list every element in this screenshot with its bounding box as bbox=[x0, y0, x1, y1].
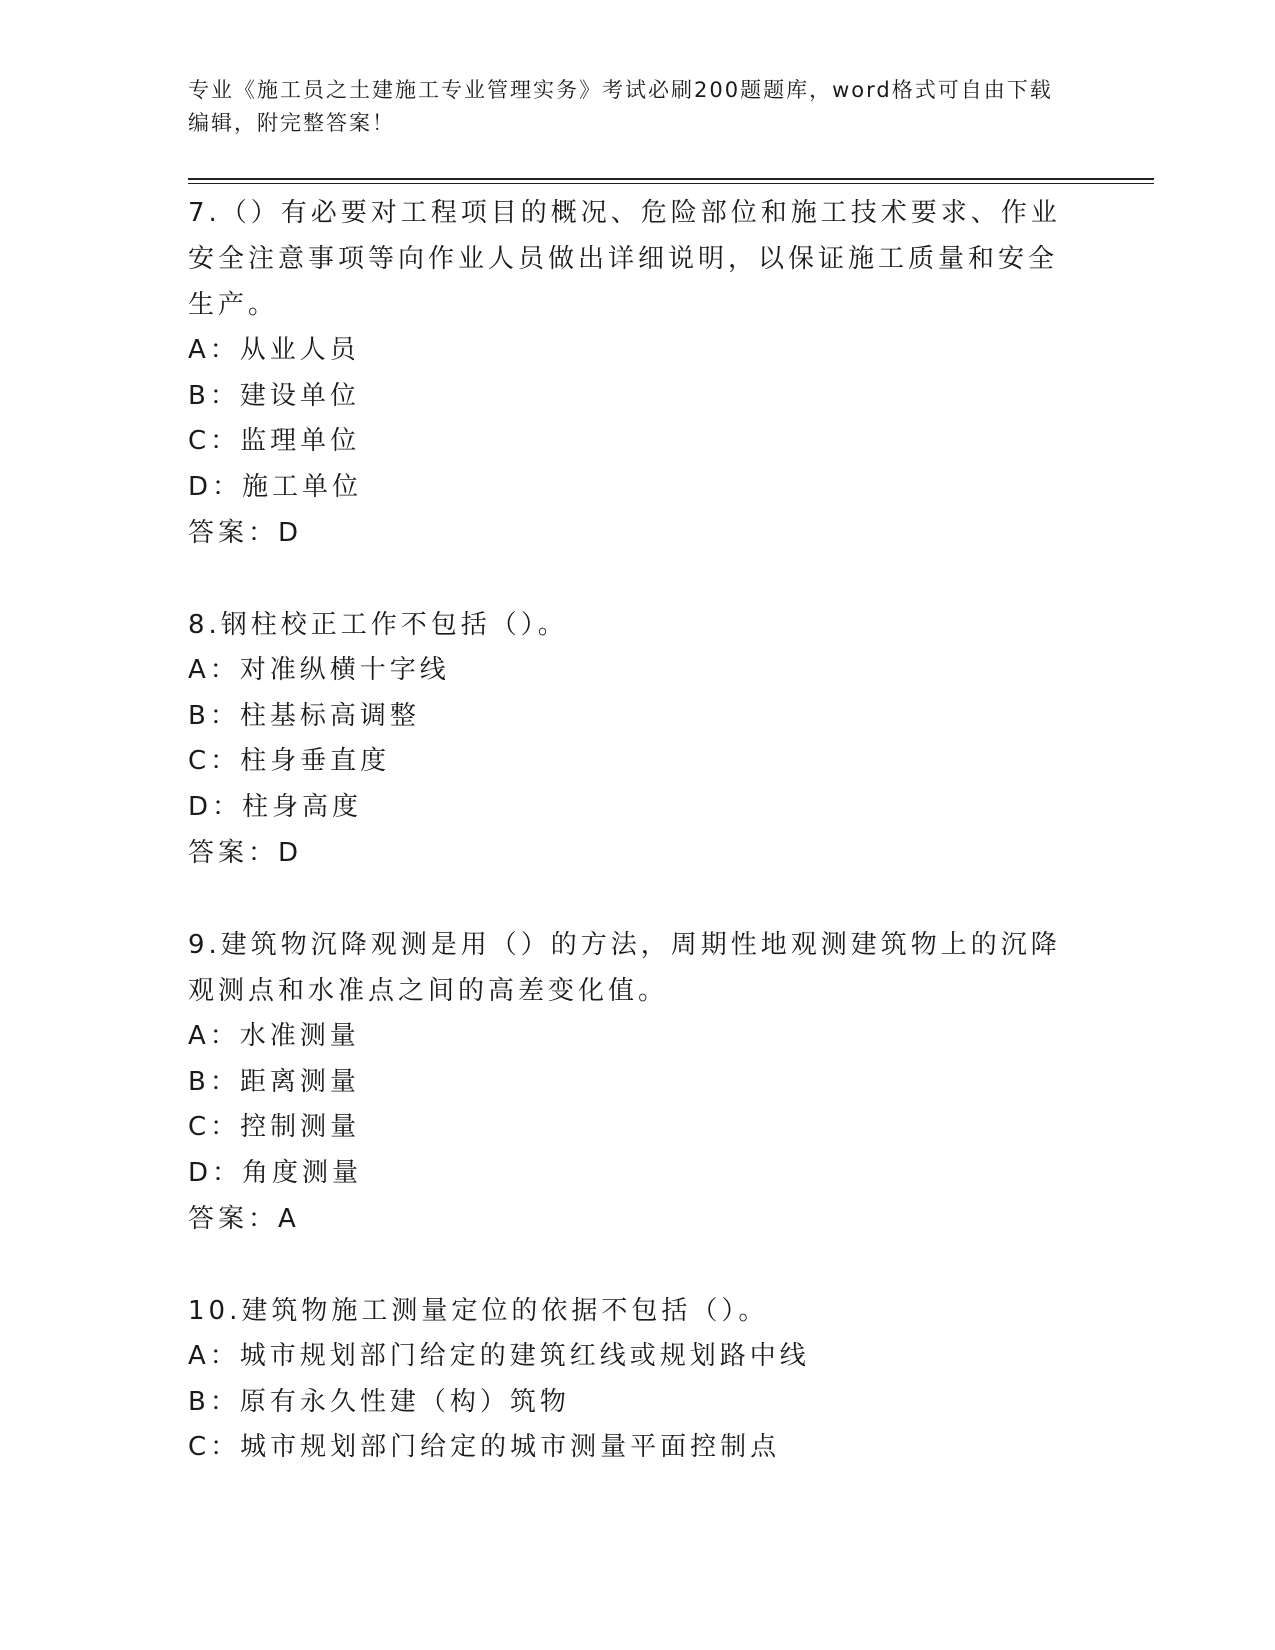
question-10 bbox=[188, 1288, 1068, 1471]
question-9 bbox=[188, 922, 1068, 1242]
option-a: A：城市规划部门给定的建筑红线或规划路中线 bbox=[188, 1341, 810, 1371]
question-text: 7.（）有必要对工程项目的概况、危险部位和施工技术要求、作业安全注意事项等向作业人员做出详细说明，以保证施工质量和安全生产。 bbox=[188, 198, 1061, 320]
option-b: B：建设单位 bbox=[188, 380, 360, 411]
question-text: 9.建筑物沉降观测是用（）的方法，周期性地观测建筑物上的沉降观测点和水准点之间的高差变化值。 bbox=[188, 930, 1061, 1006]
question-text: 8.钢柱校正工作不包括（）。 bbox=[188, 610, 568, 640]
question-list bbox=[188, 190, 1068, 1471]
option-a: A：对准纵横十字线 bbox=[188, 655, 450, 685]
option-b: B：原有永久性建（构）筑物 bbox=[188, 1386, 570, 1417]
answer: 答案：D bbox=[188, 838, 303, 868]
option-d: D：角度测量 bbox=[188, 1157, 363, 1188]
option-c: C：柱身垂直度 bbox=[188, 746, 391, 776]
document-header: 专业《施工员之土建施工专业管理实务》考试必刷200题题库，word格式可自由下载编辑，附完整答案！ bbox=[188, 78, 1053, 135]
question-8 bbox=[188, 602, 1068, 876]
header-rule-thick bbox=[188, 178, 1154, 180]
option-d: D：施工单位 bbox=[188, 471, 363, 502]
header-rule-thin bbox=[188, 183, 1154, 184]
answer: 答案：D bbox=[188, 518, 303, 548]
option-a: A：从业人员 bbox=[188, 335, 360, 365]
option-c: C：控制测量 bbox=[188, 1112, 361, 1142]
option-d: D：柱身高度 bbox=[188, 791, 363, 822]
option-b: B：柱基标高调整 bbox=[188, 700, 420, 731]
answer: 答案：A bbox=[188, 1204, 300, 1234]
question-text: 10.建筑物施工测量定位的依据不包括（）。 bbox=[188, 1296, 769, 1326]
question-7 bbox=[188, 190, 1068, 556]
option-a: A：水准测量 bbox=[188, 1021, 360, 1051]
option-c: C：城市规划部门给定的城市测量平面控制点 bbox=[188, 1432, 781, 1462]
option-c: C：监理单位 bbox=[188, 426, 361, 456]
option-b: B：距离测量 bbox=[188, 1066, 360, 1097]
